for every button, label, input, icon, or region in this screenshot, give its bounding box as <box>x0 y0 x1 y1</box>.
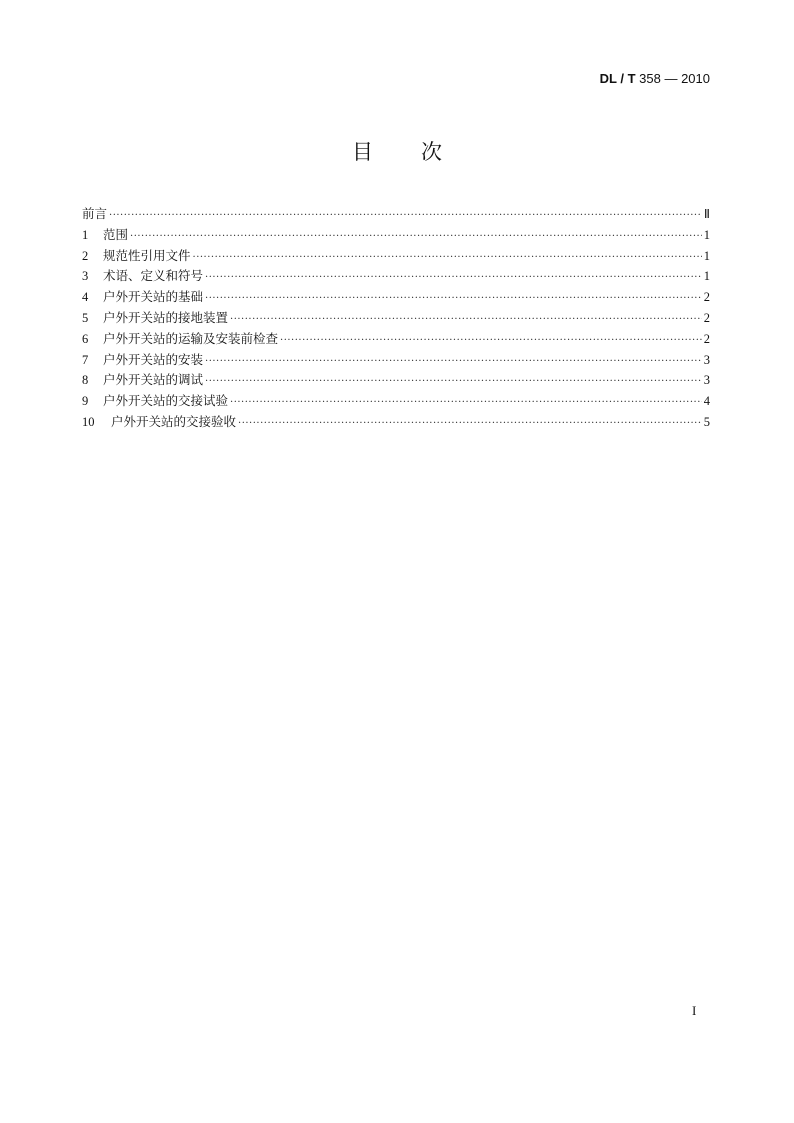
toc-entry-number: 7 <box>82 352 89 367</box>
toc-entry-page: 2 <box>703 290 710 305</box>
toc-entry-1[interactable] <box>82 225 710 246</box>
toc-list <box>82 204 710 433</box>
toc-entry-number: 2 <box>82 248 89 263</box>
toc-title: 目次 <box>352 140 490 164</box>
toc-entry-label: 前言 <box>82 206 108 221</box>
toc-entry-label: 户外开关站的调试 <box>103 372 204 388</box>
toc-leader-dots <box>109 206 702 227</box>
toc-entry-number: 3 <box>82 269 89 284</box>
toc-entry-label: 户外开关站的接地装置 <box>103 309 229 325</box>
toc-entry-5[interactable] <box>82 308 710 329</box>
toc-entry-page: 5 <box>703 414 710 429</box>
toc-entry-label: 户外开关站的交接验收 <box>111 413 237 429</box>
toc-entry-label: 户外开关站的基础 <box>103 289 204 305</box>
toc-leader-dots <box>230 393 702 414</box>
toc-leader-dots <box>193 248 702 269</box>
toc-entry-page: 3 <box>703 373 710 388</box>
toc-leader-dots <box>230 310 702 331</box>
toc-entry-page: 1 <box>703 269 710 284</box>
toc-entry-page: 3 <box>703 352 710 367</box>
standard-code-prefix: DL / T <box>599 71 636 86</box>
toc-entry-foreword[interactable] <box>82 204 710 225</box>
toc-entry-7[interactable] <box>82 350 710 371</box>
toc-entry-number: 4 <box>82 290 89 305</box>
toc-leader-dots <box>238 414 702 435</box>
toc-entry-page: 2 <box>703 331 710 346</box>
toc-entry-label: 户外开关站的运输及安装前检查 <box>103 330 279 346</box>
toc-entry-label: 术语、定义和符号 <box>103 268 204 284</box>
toc-entry-number: 6 <box>82 331 89 346</box>
toc-entry-label: 规范性引用文件 <box>103 247 191 263</box>
page-number: I <box>692 1003 697 1018</box>
toc-leader-dots <box>205 289 702 310</box>
toc-entry-3[interactable] <box>82 266 710 287</box>
toc-entry-label: 户外开关站的交接试验 <box>103 393 229 409</box>
standard-code-number: 358 — 2010 <box>639 71 710 86</box>
toc-leader-dots <box>130 227 702 248</box>
toc-entry-number: 9 <box>82 394 89 409</box>
toc-entry-10[interactable] <box>82 412 710 433</box>
toc-leader-dots <box>205 372 702 393</box>
toc-entry-8[interactable] <box>82 370 710 391</box>
toc-entry-page: 1 <box>703 248 710 263</box>
toc-entry-page: 1 <box>703 227 710 242</box>
toc-entry-label: 户外开关站的安装 <box>103 351 204 367</box>
toc-entry-page: 4 <box>703 394 710 409</box>
toc-entry-4[interactable] <box>82 287 710 308</box>
toc-entry-page: Ⅱ <box>703 207 710 221</box>
toc-entry-page: 2 <box>703 310 710 325</box>
toc-entry-number: 10 <box>82 414 95 429</box>
toc-leader-dots <box>205 352 702 373</box>
standard-code <box>600 70 710 88</box>
toc-entry-label: 范围 <box>103 226 129 242</box>
toc-leader-dots <box>280 331 702 352</box>
toc-entry-6[interactable] <box>82 329 710 350</box>
toc-entry-2[interactable] <box>82 246 710 267</box>
toc-entry-number: 8 <box>82 373 89 388</box>
toc-entry-number: 5 <box>82 310 89 325</box>
toc-leader-dots <box>205 268 702 289</box>
toc-entry-number: 1 <box>82 227 89 242</box>
toc-entry-9[interactable] <box>82 391 710 412</box>
